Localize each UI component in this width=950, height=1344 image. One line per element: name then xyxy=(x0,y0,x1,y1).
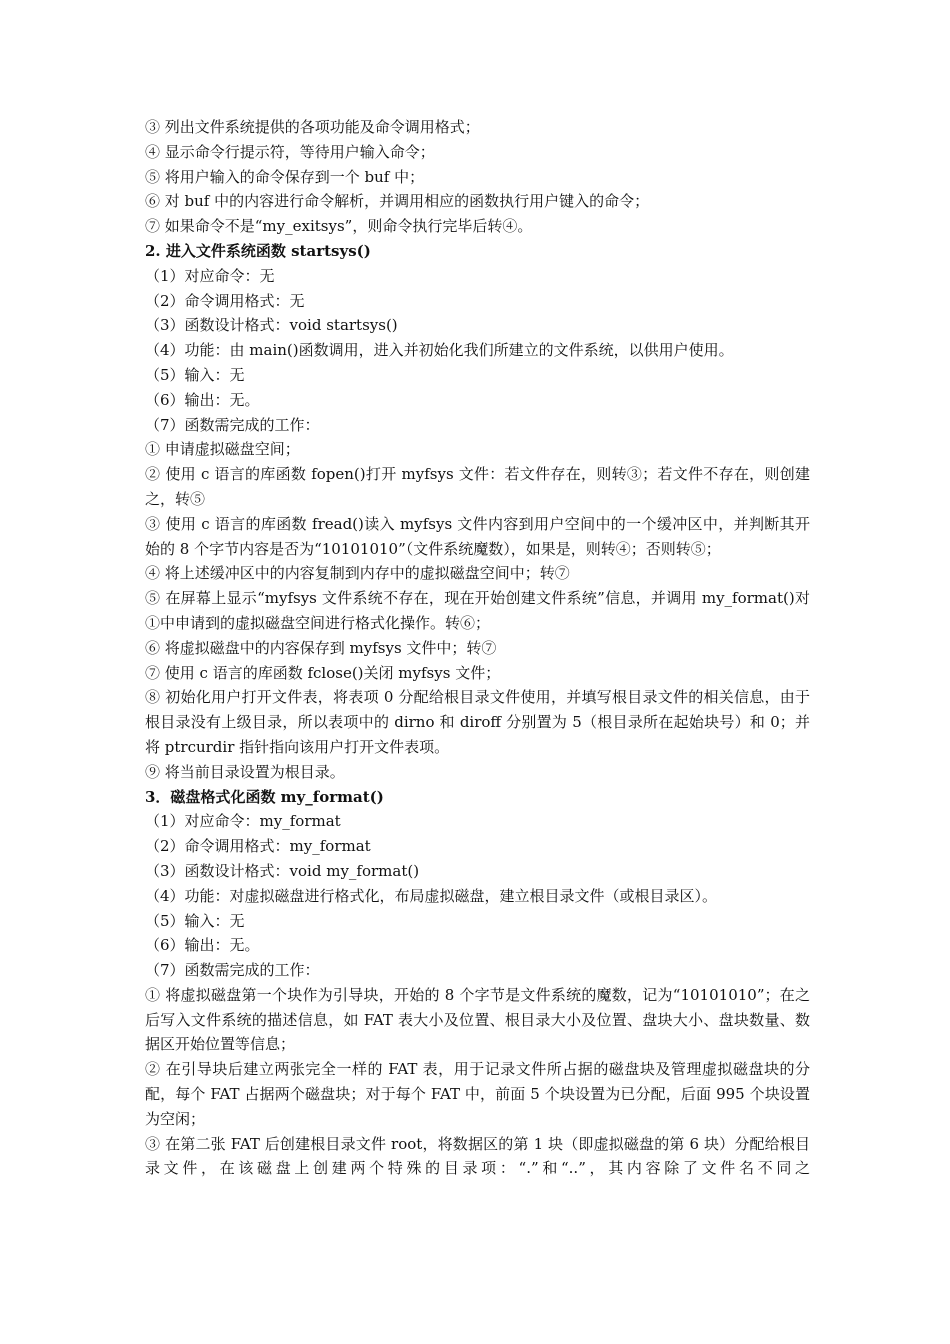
startsys-step-2: ② 使用 c 语言的库函数 fopen()打开 myfsys 文件：若文件存在，则转③；若文件不存在，则创建之，转⑤ xyxy=(145,465,810,508)
startsys-step-7: ⑦ 使用 c 语言的库函数 fclose()关闭 myfsys 文件； xyxy=(145,663,501,682)
startsys-step-3: ③ 使用 c 语言的库函数 fread()读入 myfsys 文件内容到用户空间中的一个缓冲区中，并判断其开始的 8 个字节内容是否为“10101010”（文件系统魔数），如果是，则转④；否则转⑤； xyxy=(145,514,810,558)
section-3-heading: 3．磁盘格式化函数 my_format() xyxy=(145,787,384,806)
format-design-format: （3）函数设计格式：void my_format() xyxy=(145,861,420,880)
startsys-step-1: ① 申请虚拟磁盘空间； xyxy=(145,440,300,459)
format-step-3: ③ 在第二张 FAT 后创建根目录文件 root，将数据区的第 1 块（即虚拟磁盘的第 6 块）分配给根目录文件，在该磁盘上创建两个特殊的目录项：“.”和“..”，其内容除了文件名不同之 xyxy=(145,1134,810,1178)
document-page xyxy=(145,115,810,1181)
format-output: （6）输出：无。 xyxy=(145,936,260,955)
format-function: （4）功能：对虚拟磁盘进行格式化，布局虚拟磁盘，建立根目录文件（或根目录区）。 xyxy=(145,886,718,905)
format-call-format: （2）命令调用格式：my_format xyxy=(145,837,371,856)
startsys-work-heading: （7）函数需完成的工作： xyxy=(145,415,320,434)
format-step-2: ② 在引导块后建立两张完全一样的 FAT 表，用于记录文件所占据的磁盘块及管理虚拟磁盘块的分配，每个 FAT 占据两个磁盘块；对于每个 FAT 中，前面 5 个块设置为已分配，后面 995 个块设置为空闲； xyxy=(145,1060,810,1128)
step-5-save-command: ⑤ 将用户输入的命令保存到一个 buf 中； xyxy=(145,167,425,186)
startsys-step-4: ④ 将上述缓冲区中的内容复制到内存中的虚拟磁盘空间中；转⑦ xyxy=(145,564,570,583)
startsys-step-6: ⑥ 将虚拟磁盘中的内容保存到 myfsys 文件中；转⑦ xyxy=(145,638,497,657)
startsys-call-format: （2）命令调用格式：无 xyxy=(145,291,305,310)
startsys-output: （6）输出：无。 xyxy=(145,390,260,409)
startsys-input: （5）输入：无 xyxy=(145,365,245,384)
startsys-step-9: ⑨ 将当前目录设置为根目录。 xyxy=(145,762,345,781)
startsys-design-format: （3）函数设计格式：void startsys() xyxy=(145,316,398,335)
format-work-heading: （7）函数需完成的工作： xyxy=(145,961,320,980)
section-2-heading: 2. 进入文件系统函数 startsys() xyxy=(145,241,371,260)
step-7-loop: ⑦ 如果命令不是“my_exitsys”，则命令执行完毕后转④。 xyxy=(145,217,533,236)
step-4-show-prompt: ④ 显示命令行提示符，等待用户输入命令； xyxy=(145,142,435,161)
startsys-step-8: ⑧ 初始化用户打开文件表，将表项 0 分配给根目录文件使用，并填写根目录文件的相关信息，由于根目录没有上级目录，所以表项中的 dirno 和 diroff 分别置为 5（根目录所在起始块号）和 0；并将 ptrcurdir 指针指向该用户打开文件表项。 xyxy=(145,688,810,756)
format-command: （1）对应命令：my_format xyxy=(145,812,341,831)
format-step-1: ① 将虚拟磁盘第一个块作为引导块，开始的 8 个字节是文件系统的魔数，记为“10101010”；在之后写入文件系统的描述信息，如 FAT 表大小及位置、根目录大小及位置、盘块大小、盘块数量、数据区开始位置等信息； xyxy=(145,985,810,1054)
startsys-function: （4）功能：由 main()函数调用，进入并初始化我们所建立的文件系统，以供用户使用。 xyxy=(145,341,734,360)
step-3-list-functions: ③ 列出文件系统提供的各项功能及命令调用格式； xyxy=(145,118,480,136)
startsys-step-5: ⑤ 在屏幕上显示“myfsys 文件系统不存在，现在开始创建文件系统”信息，并调用 my_format()对①中申请到的虚拟磁盘空间进行格式化操作。转⑥； xyxy=(145,589,810,632)
format-input: （5）输入：无 xyxy=(145,911,245,930)
startsys-command: （1）对应命令：无 xyxy=(145,266,275,285)
step-6-parse-command: ⑥ 对 buf 中的内容进行命令解析，并调用相应的函数执行用户键入的命令； xyxy=(145,192,650,211)
